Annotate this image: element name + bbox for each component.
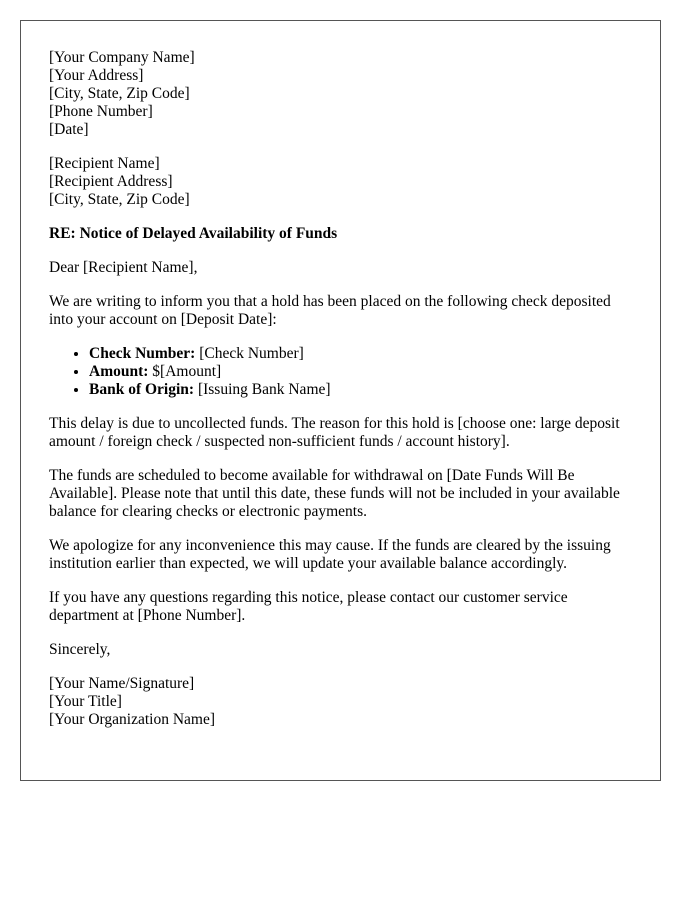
closing: Sincerely,: [49, 641, 111, 658]
sender-address: [Your Address]: [49, 67, 144, 84]
signature-name: [Your Name/Signature]: [49, 675, 195, 692]
detail-label: Bank of Origin:: [89, 381, 195, 398]
check-details-list: [49, 345, 632, 399]
apology-paragraph: We apologize for any inconvenience this may cause. If the funds are cleared by the issuing institution earlier than expected, we will update your available balance accordingly.: [49, 537, 611, 572]
detail-label: Amount:: [89, 363, 149, 380]
reason-paragraph: This delay is due to uncollected funds. The reason for this hold is [choose one: large deposit amount / foreign check / suspected non-sufficient funds / account history].: [49, 415, 620, 450]
detail-value: [Issuing Bank Name]: [197, 381, 331, 398]
detail-value: [Check Number]: [199, 345, 304, 362]
intro-paragraph: We are writing to inform you that a hold has been placed on the following check deposited into your account on [Deposit Date]:: [49, 293, 611, 328]
detail-check-number: [89, 345, 632, 363]
recipient-address: [Recipient Address]: [49, 173, 173, 190]
sender-company: [Your Company Name]: [49, 49, 195, 66]
salutation: Dear [Recipient Name],: [49, 259, 198, 276]
letter-date: [Date]: [49, 121, 89, 138]
detail-amount: [89, 363, 632, 381]
recipient-block: [49, 155, 632, 209]
subject-line: RE: Notice of Delayed Availability of Funds: [49, 225, 338, 242]
sender-phone: [Phone Number]: [49, 103, 153, 120]
signature-title: [Your Title]: [49, 693, 122, 710]
detail-value: $[Amount]: [152, 363, 222, 380]
sender-block: [49, 49, 632, 139]
recipient-name: [Recipient Name]: [49, 155, 160, 172]
signature-organization: [Your Organization Name]: [49, 711, 216, 728]
detail-label: Check Number:: [89, 345, 196, 362]
sender-city-state-zip: [City, State, Zip Code]: [49, 85, 190, 102]
contact-paragraph: If you have any questions regarding this notice, please contact our customer service department at [Phone Number].: [49, 589, 568, 624]
signature-block: [49, 675, 632, 729]
availability-paragraph: The funds are scheduled to become available for withdrawal on [Date Funds Will Be Available]. Please note that until this date, these funds will not be included in your available balance for clearing checks or electronic payments.: [49, 467, 620, 520]
detail-bank-of-origin: [89, 381, 632, 399]
letter-page: [20, 20, 661, 781]
recipient-city-state-zip: [City, State, Zip Code]: [49, 191, 190, 208]
